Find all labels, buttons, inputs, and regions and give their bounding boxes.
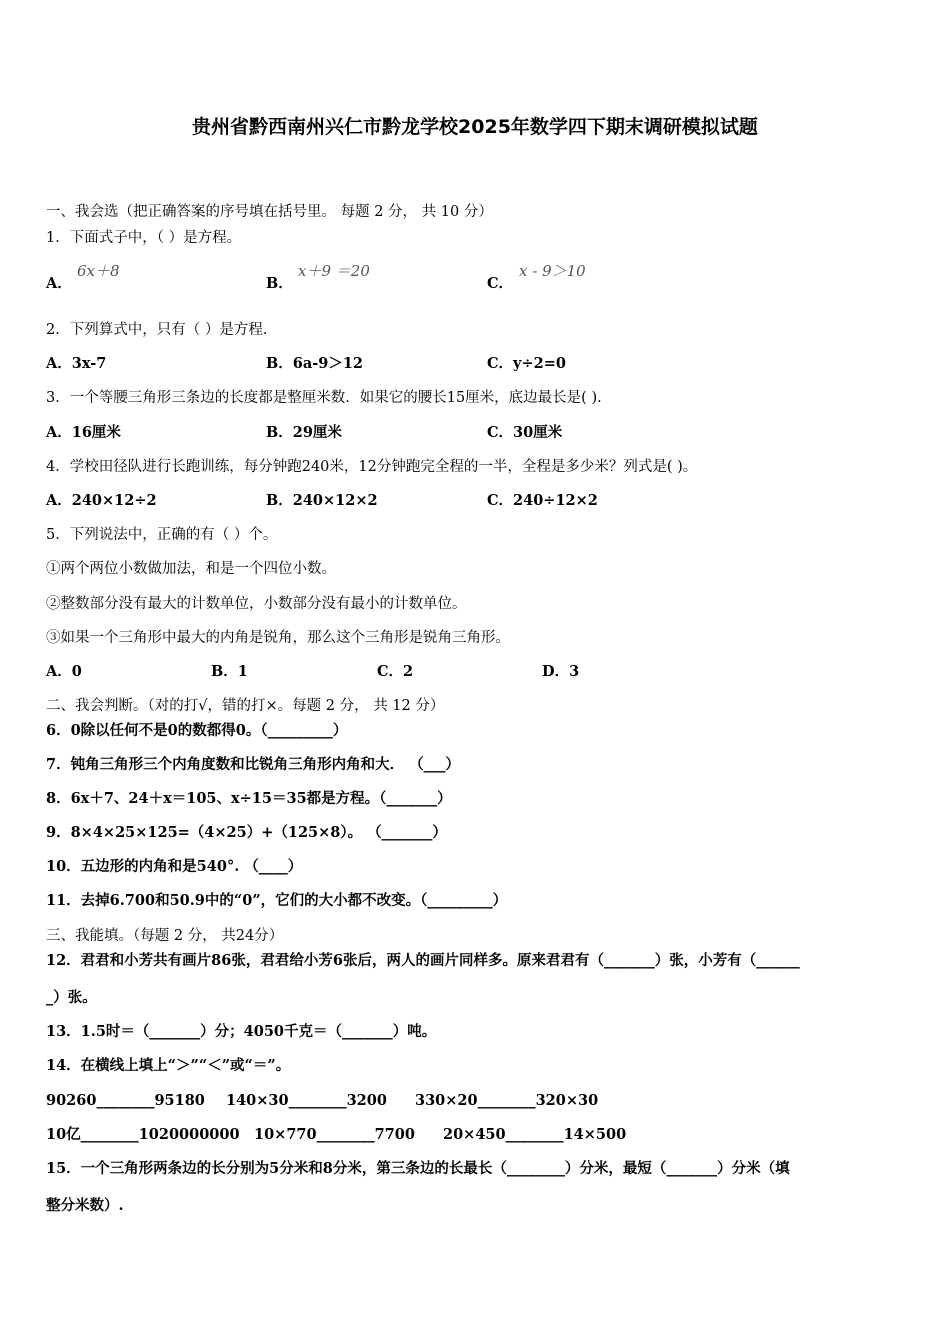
question-1: 1．下面式子中，（ ）是方程。 <box>46 230 242 246</box>
q2-option-a: A．3x-7 <box>46 355 107 372</box>
section2-heading: 二、我会判断。（对的打√，错的打×。每题 2 分， 共 12 分） <box>46 698 445 714</box>
question-6: 6．0除以任何不是0的数都得0。（_________） <box>46 722 348 739</box>
q5-option-c: C．2 <box>377 663 414 680</box>
q3-option-a: A．16厘米 <box>46 424 121 441</box>
question-9: 9．8×4×25×125=（4×25）+（125×8）。 （_______） <box>46 824 447 841</box>
section3-heading: 三、我能填。（每题 2 分， 共24分） <box>46 928 284 944</box>
q5-option-a: A．0 <box>46 663 82 680</box>
q1-option-c-formula: x - 9＞10 <box>519 262 586 280</box>
q5-statement-1: ①两个两位小数做加法，和是一个四位小数。 <box>46 561 336 577</box>
q1-option-b-label: B． <box>266 275 293 292</box>
question-3: 3．一个等腰三角形三条边的长度都是整厘米数．如果它的腰长15厘米，底边最长是( ). <box>46 390 602 406</box>
q5-statement-2: ②整数部分没有最大的计数单位，小数部分没有最小的计数单位。 <box>46 596 467 612</box>
question-10: 10．五边形的内角和是540°. （____） <box>46 858 303 875</box>
q1-option-c-label: C． <box>487 275 514 292</box>
q14-item: 90260________95180 <box>46 1092 205 1109</box>
q1-option-b-formula: x＋9 ＝20 <box>298 262 370 280</box>
q5-option-b: B．1 <box>211 663 248 680</box>
question-7: 7．钝角三角形三个内角度数和比锐角三角形内角和大． （___） <box>46 756 460 773</box>
q4-option-a: A．240×12÷2 <box>46 492 157 509</box>
question-11: 11．去掉6.700和50.9中的“0”，它们的大小都不改变。（_________） <box>46 892 508 909</box>
question-12-line1: 12．君君和小芳共有画片86张，君君给小芳6张后，两人的画片同样多。原来君君有（_______）张，小芳有（______ <box>46 952 800 969</box>
question-14: 14．在横线上填上“＞”“＜”或“＝”。 <box>46 1057 291 1074</box>
question-2: 2．下列算式中，只有（ ）是方程. <box>46 322 268 338</box>
q3-option-b: B．29厘米 <box>266 424 342 441</box>
q4-option-b: B．240×12×2 <box>266 492 378 509</box>
question-5: 5．下列说法中，正确的有（ ）个。 <box>46 527 278 543</box>
q14-item: 10×770________7700 <box>254 1126 415 1143</box>
question-15-line2: 整分米数）. <box>46 1197 124 1214</box>
q1-option-a-label: A． <box>46 275 72 292</box>
question-4: 4．学校田径队进行长跑训练，每分钟跑240米，12分钟跑完全程的一半，全程是多少米？列式是( )。 <box>46 459 698 475</box>
q14-item: 330×20________320×30 <box>415 1092 599 1109</box>
q2-option-c: C．y÷2=0 <box>487 355 566 372</box>
q1-option-a-formula: 6x＋8 <box>77 262 120 280</box>
q5-option-d: D．3 <box>542 663 580 680</box>
q4-option-c: C．240÷12×2 <box>487 492 598 509</box>
q5-statement-3: ③如果一个三角形中最大的内角是锐角，那么这个三角形是锐角三角形。 <box>46 630 510 646</box>
question-12-line2: _）张。 <box>46 989 97 1006</box>
q14-item: 140×30________3200 <box>226 1092 387 1109</box>
section1-heading: 一、我会选（把正确答案的序号填在括号里。 每题 2 分， 共 10 分） <box>46 204 493 220</box>
q3-option-c: C．30厘米 <box>487 424 563 441</box>
question-8: 8．6x＋7、24＋x＝105、x÷15＝35都是方程。（_______） <box>46 790 452 807</box>
question-15-line1: 15．一个三角形两条边的长分别为5分米和8分米，第三条边的长最长（________）分米，最短（_______）分米（填 <box>46 1160 790 1177</box>
q14-item: 10亿________1020000000 <box>46 1126 240 1143</box>
q2-option-b: B．6a-9＞12 <box>266 355 364 372</box>
question-13: 13．1.5时＝（_______）分；4050千克＝（_______）吨。 <box>46 1023 437 1040</box>
page-title: 贵州省黔西南州兴仁市黔龙学校2025年数学四下期末调研模拟试题 <box>192 116 758 138</box>
q14-item: 20×450________14×500 <box>443 1126 627 1143</box>
